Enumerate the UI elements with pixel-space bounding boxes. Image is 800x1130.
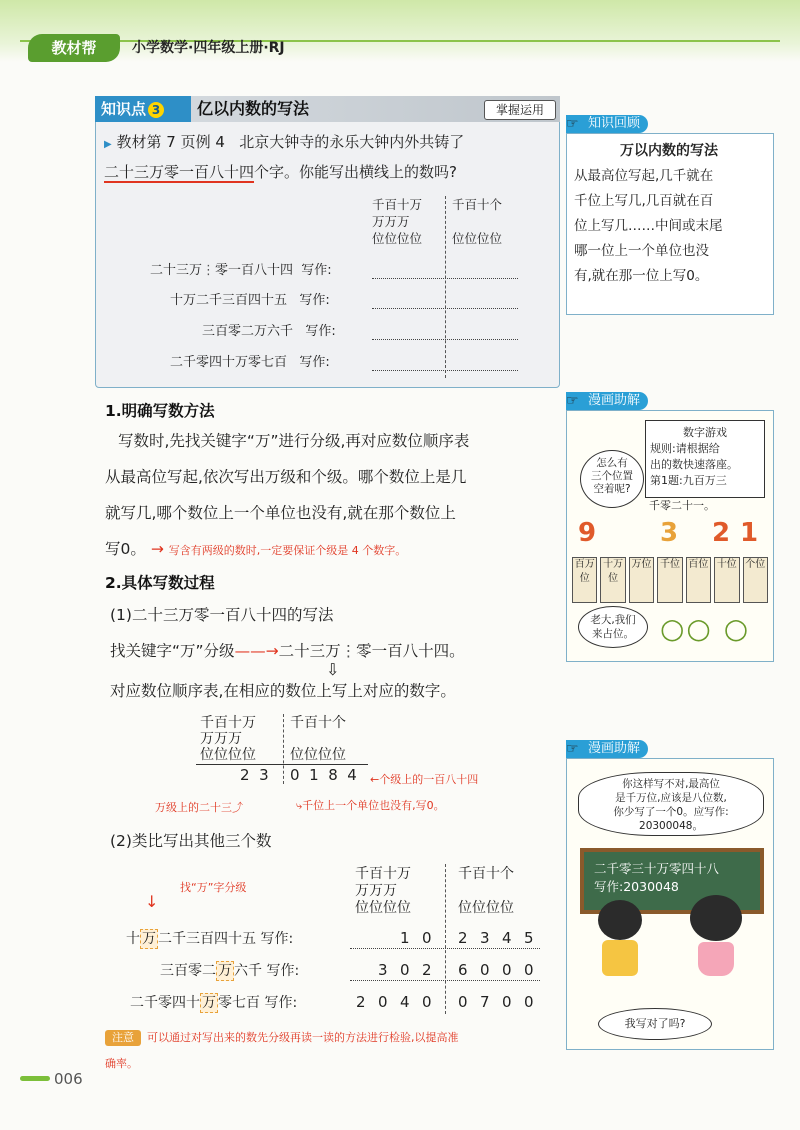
knowledge-number: 3 bbox=[148, 102, 164, 118]
triangle-icon: ▶ bbox=[104, 139, 112, 150]
row4-label: 写作: bbox=[299, 355, 330, 370]
comic1-board bbox=[645, 420, 765, 498]
section1-p2: 从最高位写起,依次写出万级和个级。哪个数位上是几 bbox=[105, 468, 467, 486]
comic1-tag: 漫画助解 bbox=[566, 392, 648, 410]
digit-character-2: 2 bbox=[712, 518, 731, 548]
bubble-line: 你少写了一个0。应写作: bbox=[613, 806, 729, 818]
table1-divider bbox=[283, 714, 284, 784]
bubble-line: 空着呢? bbox=[593, 483, 631, 495]
bubble-line: 你这样写不对,最高位 bbox=[622, 778, 720, 790]
example-question-line1 bbox=[104, 130, 464, 157]
t2-row2-label: 写作: bbox=[266, 963, 300, 979]
book-title: 小学数学·四年级上册·RJ bbox=[132, 40, 285, 56]
seat: 万位 bbox=[629, 557, 654, 603]
grid-row-1: 二十三万⋮零一百八十四 写作: bbox=[150, 263, 332, 278]
arrow-down-icon: ↓ bbox=[145, 892, 159, 911]
grid-header-right-row1: 千百十个 bbox=[452, 197, 503, 212]
bubble-line: 是千万位,应该是八位数, bbox=[615, 792, 727, 804]
comic1-bubble2 bbox=[578, 606, 648, 648]
section2-heading: 2.具体写数过程 bbox=[105, 574, 215, 592]
table1-header-right-row1: 千百十个 bbox=[290, 715, 346, 731]
digit: 0 bbox=[502, 961, 512, 979]
tip-line2: 确率。 bbox=[105, 1057, 138, 1070]
row2-answer-line bbox=[372, 308, 518, 309]
tip-badge: 注意 bbox=[105, 1030, 141, 1046]
row1-label: 写作: bbox=[301, 263, 332, 278]
digit: 0 bbox=[524, 961, 534, 979]
find-wan-label bbox=[180, 880, 246, 896]
table1-rule bbox=[196, 764, 368, 765]
review-tag: 知识回顾 bbox=[566, 115, 648, 133]
knowledge-title: 亿以内数的写法 bbox=[197, 99, 310, 118]
knowledge-badge bbox=[95, 96, 191, 122]
brand-logo: 教材帮 bbox=[28, 34, 120, 62]
review-title: 万以内数的写法 bbox=[620, 143, 718, 159]
chalkboard-line2: 写作:2030048 bbox=[594, 879, 679, 894]
section1-p4 bbox=[105, 538, 406, 560]
girl-head-icon bbox=[690, 895, 742, 941]
row1-right: 零一百八十四 bbox=[215, 263, 294, 278]
digit: 0 bbox=[400, 961, 410, 979]
table2-header-right bbox=[458, 866, 514, 917]
t2-row-2 bbox=[160, 961, 299, 981]
table2-header-left-row3: 位位位位 bbox=[355, 900, 411, 916]
question-underlined-number: 二十三万零一百八十四 bbox=[104, 163, 255, 181]
t2-row3-digits bbox=[356, 993, 546, 1011]
step1: 找关键字“万”分级——→二十三万⋮零一百八十四。 bbox=[110, 642, 465, 660]
arrow-right-icon: → bbox=[150, 540, 164, 558]
footer-bar bbox=[20, 1076, 50, 1081]
table1-header-right bbox=[290, 715, 346, 763]
curve-arrow-icon: ⤴ bbox=[232, 801, 243, 814]
annotation-ones-group-text: 个级上的一百八十四 bbox=[379, 773, 479, 786]
pointing-hand-icon: ☞ bbox=[566, 741, 579, 757]
t2-row-3 bbox=[130, 993, 297, 1013]
question-text-2: 个字。你能写出横线上的数吗? bbox=[254, 163, 457, 181]
digit-character-9: 9 bbox=[578, 518, 597, 548]
section2-sub2: (2)类比写出其他三个数 bbox=[110, 832, 272, 850]
t2-row2-wan-box: 万 bbox=[218, 963, 232, 979]
t2-row2-post: 六千 bbox=[234, 963, 262, 979]
comic1-board-line: 第1题:九百万三 bbox=[650, 474, 727, 487]
t2-row2-digits bbox=[356, 961, 546, 979]
digit: 1 bbox=[309, 766, 319, 784]
grid-header-right bbox=[452, 196, 502, 247]
annotation-zero-text: 千位上一个单位也没有,写0。 bbox=[302, 799, 445, 812]
table1-digits-right bbox=[290, 766, 357, 784]
step1-right: 零一百八十四。 bbox=[356, 642, 465, 660]
comic2-question-bubble: 我写对了吗? bbox=[598, 1008, 712, 1040]
section2-sub1: (1)二十三万零一百八十四的写法 bbox=[110, 606, 334, 624]
table1-header-left-row1: 千百十万 bbox=[200, 715, 256, 731]
row3-answer-line bbox=[372, 339, 518, 340]
seat: 十万位 bbox=[600, 557, 625, 603]
boy-head-icon bbox=[598, 900, 642, 940]
table2-header-right-row2: 位位位位 bbox=[458, 900, 514, 916]
digit: 0 bbox=[480, 961, 490, 979]
t2-row2-pre: 三百零二 bbox=[160, 963, 216, 979]
t2-row-1 bbox=[126, 929, 293, 949]
t2-row2-line bbox=[350, 980, 540, 981]
review-line: 位上写几……中间或末尾 bbox=[574, 218, 723, 234]
bubble-line: 来占位。 bbox=[592, 628, 634, 640]
find-wan-text: 找“万”字分级 bbox=[180, 881, 247, 894]
digit-character-1: 1 bbox=[740, 518, 759, 548]
row4-left: 二千零四十万零七百 bbox=[170, 355, 288, 370]
bubble-line: 老大,我们 bbox=[590, 614, 636, 626]
zero-characters-icon: ○○ ○ bbox=[660, 612, 751, 645]
pointing-hand-icon: ☞ bbox=[566, 393, 579, 409]
t2-row3-label: 写作: bbox=[264, 995, 298, 1011]
annotation-wan-group-text: 万级上的二十三 bbox=[155, 801, 232, 814]
digit-character-3: 3 bbox=[660, 518, 679, 548]
t2-row1-label: 写作: bbox=[260, 931, 294, 947]
review-line: 有,就在那一位上写0。 bbox=[574, 268, 709, 284]
arrow-down-icon: ⇩ bbox=[326, 660, 340, 679]
pointing-hand-icon: ☞ bbox=[566, 116, 579, 132]
t2-row1-wan-box: 万 bbox=[142, 931, 156, 947]
curve-arrow-icon: ⤷ bbox=[296, 799, 303, 812]
digit: 4 bbox=[502, 929, 512, 947]
t2-row1-digits bbox=[356, 929, 546, 947]
grid-row-3 bbox=[202, 323, 336, 341]
digit: 5 bbox=[524, 929, 534, 947]
bubble-line: 三个位置 bbox=[591, 470, 633, 482]
comic1-board-title: 数字游戏 bbox=[683, 426, 727, 439]
grid-divider bbox=[445, 196, 446, 378]
table2-header-left bbox=[355, 866, 411, 917]
row2-label: 写作: bbox=[299, 293, 330, 308]
row3-label: 写作: bbox=[305, 324, 336, 339]
grid-row-2 bbox=[170, 292, 330, 310]
review-line: 从最高位写起,几千就在 bbox=[574, 168, 714, 184]
row3-left: 三百零二万六千 bbox=[202, 324, 294, 339]
digit: 3 bbox=[378, 961, 388, 979]
row1-left: 二十三万 bbox=[150, 263, 203, 278]
seat: 千位 bbox=[657, 557, 682, 603]
review-line: 哪一位上一个单位也没 bbox=[574, 243, 709, 259]
arrow-right-icon: ——→ bbox=[234, 642, 279, 660]
comic2-bubble bbox=[578, 772, 764, 836]
t2-row3-pre: 二千零四十 bbox=[130, 995, 200, 1011]
tip-line1: 可以通过对写出来的数先分级再读一读的方法进行检验,以提高准 bbox=[147, 1031, 459, 1044]
digit: 0 bbox=[290, 766, 300, 784]
comic1-board-line: 规则:请根据给 bbox=[650, 442, 720, 455]
seat: 百万位 bbox=[572, 557, 597, 603]
review-body bbox=[574, 164, 770, 289]
digit: 2 bbox=[422, 961, 432, 979]
digit: 0 bbox=[524, 993, 534, 1011]
grid-header-left bbox=[372, 196, 422, 247]
annotation-wan-group bbox=[155, 800, 243, 816]
digit: 3 bbox=[259, 766, 269, 784]
arrow-left-icon: ← bbox=[370, 773, 380, 786]
bubble-line: 怎么有 bbox=[596, 457, 628, 469]
step2: 对应数位顺序表,在相应的数位上写上对应的数字。 bbox=[110, 682, 456, 700]
step1-prefix: 找关键字“万”分级 bbox=[110, 642, 235, 660]
table1-header-left bbox=[200, 715, 256, 763]
section1-note: 写含有两级的数时,一定要保证个级是 4 个数字。 bbox=[168, 544, 407, 557]
digit: 4 bbox=[347, 766, 357, 784]
table2-header-left-row2: 万万万 bbox=[355, 883, 397, 899]
grid-header-left-row2: 万万万 bbox=[372, 214, 410, 229]
t2-row1-line bbox=[350, 948, 540, 949]
comic1-board-line4: 千零二十一。 bbox=[649, 499, 715, 512]
digit: 6 bbox=[458, 961, 468, 979]
question-text-1: 北京大钟寺的永乐大钟内外共铸了 bbox=[239, 133, 465, 151]
t2-row3-wan-box: 万 bbox=[202, 995, 216, 1011]
digit: 0 bbox=[502, 993, 512, 1011]
table1-header-right-row2: 位位位位 bbox=[290, 747, 346, 763]
comic1-board-line: 出的数快速落座。 bbox=[650, 458, 738, 471]
digit: 2 bbox=[356, 993, 366, 1011]
grid-header-left-row1: 千百十万 bbox=[372, 197, 423, 212]
annotation-ones-group bbox=[370, 772, 478, 788]
digit: 0 bbox=[422, 929, 432, 947]
review-line: 千位上写几,几百就在百 bbox=[574, 193, 714, 209]
comic1-bubble1 bbox=[580, 450, 644, 508]
section1-p4-text: 写0。 bbox=[105, 540, 146, 558]
example-question-line2 bbox=[104, 160, 457, 184]
chalkboard-line1: 二千零三十万零四十八 bbox=[594, 861, 720, 876]
example-ref: 教材第 7 页例 4 bbox=[116, 133, 225, 151]
comic2-tag: 漫画助解 bbox=[566, 740, 648, 758]
digit: 1 bbox=[400, 929, 410, 947]
digit: 2 bbox=[458, 929, 468, 947]
table1-digits-left bbox=[240, 766, 269, 784]
digit: 3 bbox=[480, 929, 490, 947]
row4-answer-line bbox=[372, 370, 518, 371]
section1-p1: 写数时,先找关键字“万”进行分级,再对应数位顺序表 bbox=[118, 432, 470, 450]
digit: 0 bbox=[378, 993, 388, 1011]
row1-answer-line bbox=[372, 278, 518, 279]
boy-body-icon bbox=[602, 940, 638, 976]
table2-header-left-row1: 千百十万 bbox=[355, 866, 411, 882]
page-number: 006 bbox=[54, 1070, 83, 1088]
digit: 7 bbox=[480, 993, 490, 1011]
digit: 2 bbox=[240, 766, 250, 784]
t2-row3-post: 零七百 bbox=[218, 995, 260, 1011]
row2-left: 十万二千三百四十五 bbox=[170, 293, 288, 308]
digit: 0 bbox=[422, 993, 432, 1011]
t2-row1-pre: 十 bbox=[126, 931, 140, 947]
mastery-tag: 掌握运用 bbox=[484, 100, 556, 120]
digit: 0 bbox=[458, 993, 468, 1011]
grid-row-4 bbox=[170, 354, 330, 372]
table2-header-right-row1: 千百十个 bbox=[458, 866, 514, 882]
comic1-seats bbox=[572, 557, 768, 603]
digit: 4 bbox=[400, 993, 410, 1011]
digit: 8 bbox=[328, 766, 338, 784]
bubble-line: 20300048。 bbox=[639, 820, 703, 832]
section1-p3: 就写几,哪个数位上一个单位也没有,就在那个数位上 bbox=[105, 504, 456, 522]
grid-header-right-row2: 位位位位 bbox=[452, 231, 503, 246]
annotation-zero bbox=[296, 798, 445, 814]
knowledge-badge-label: 知识点 bbox=[101, 100, 147, 118]
seat: 个位 bbox=[743, 557, 768, 603]
table1-header-left-row3: 位位位位 bbox=[200, 747, 256, 763]
table1-header-left-row2: 万万万 bbox=[200, 731, 242, 747]
section1-heading: 1.明确写数方法 bbox=[105, 402, 215, 420]
seat: 十位 bbox=[714, 557, 739, 603]
girl-body-icon bbox=[698, 942, 734, 976]
grid-header-left-row3: 位位位位 bbox=[372, 231, 423, 246]
step1-left: 二十三万 bbox=[278, 642, 341, 660]
seat: 百位 bbox=[686, 557, 711, 603]
t2-row1-post: 二千三百四十五 bbox=[158, 931, 256, 947]
